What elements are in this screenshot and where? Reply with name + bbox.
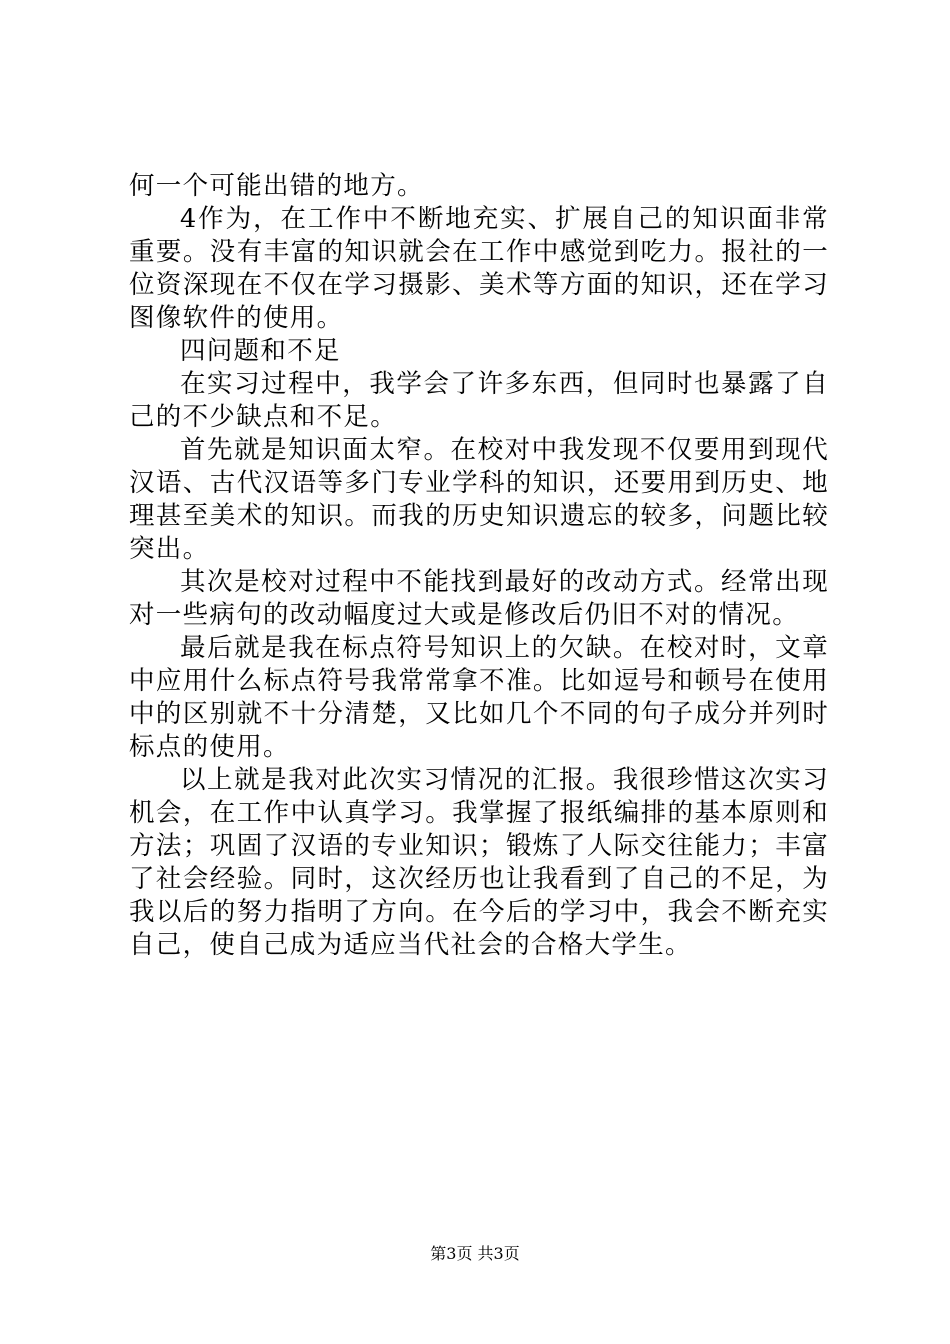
paragraph-conclusion: 以上就是我对此次实习情况的汇报。我很珍惜这次实习机会，在工作中认真学习。我掌握了报纸编排的基本原则和方法；巩固了汉语的专业知识；锻炼了人际交往能力；丰富了社会经验。同时，这次经历也让我看到了自己的不足，为我以后的努力指明了方向。在今后的学习中，我会不断充实自己，使自己成为适应当代社会的合格大学生。 — [129, 765, 829, 960]
paragraph-first-shortcoming: 首先就是知识面太窄。在校对中我发现不仅要用到现代汉语、古代汉语等多门专业学科的知识，还要用到历史、地理甚至美术的知识。而我的历史知识遗忘的较多，问题比较突出。 — [129, 435, 829, 564]
paragraph-second-shortcoming: 其次是校对过程中不能找到最好的改动方式。经常出现对一些病句的改动幅度过大或是修改后仍旧不对的情况。 — [129, 567, 829, 630]
paragraph-third-shortcoming: 最后就是我在标点符号知识上的欠缺。在校对时，文章中应用什么标点符号我常常拿不准。比如逗号和顿号在使用中的区别就不十分清楚，又比如几个不同的句子成分并列时标点的使用。 — [129, 633, 829, 762]
paragraph-knowledge: 4作为，在工作中不断地充实、扩展自己的知识面非常重要。没有丰富的知识就会在工作中感觉到吃力。报社的一位资深现在不仅在学习摄影、美术等方面的知识，还在学习图像软件的使用。 — [129, 204, 829, 333]
document-body — [129, 170, 829, 962]
paragraph-intro-shortcomings: 在实习过程中，我学会了许多东西，但同时也暴露了自己的不少缺点和不足。 — [129, 369, 829, 432]
paragraph-continuation: 何一个可能出错的地方。 — [129, 171, 424, 201]
page-number-footer: 第3页 共3页 — [430, 1244, 520, 1263]
section-heading-problems: 四问题和不足 — [180, 336, 341, 366]
